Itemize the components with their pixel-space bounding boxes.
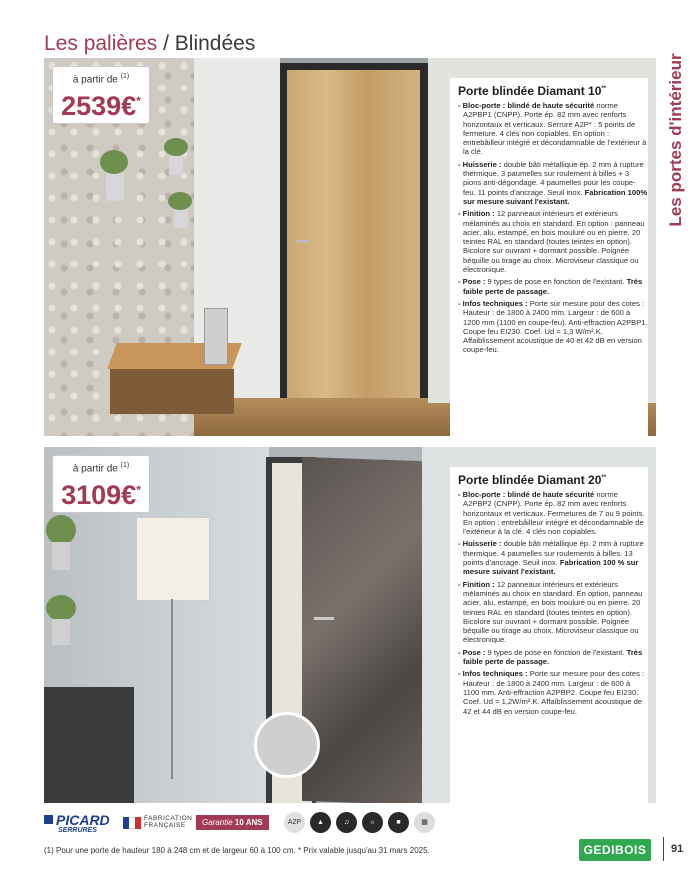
page-number: 91 [671,843,684,855]
from-label: à partir de [72,463,118,475]
side-title-text: Les portes d'intérieur [666,53,685,227]
price-mark: * [136,94,141,109]
wooden-door [287,70,420,418]
from-note: (1) [120,73,130,80]
product-photo-1 [44,58,656,436]
spec-panel [450,467,648,803]
plant-pot [169,153,183,175]
plant-pot [106,173,124,201]
price-value: 3109€ [61,480,137,511]
bench-legs [110,369,234,414]
spec-item: - Bloc-porte : blindé de haute sécurité norme A2PBP1 (CNPP). Porte ép. 82 mm avec renforts horizontaux et verticaux. Serrure A2P* : 5 points de fermeture. 4 clés non copiables. En option : entrebâilleur intégré et décondamnable de l'extérieur à la clé. [458,101,647,157]
price-badge [52,455,150,513]
spec-item: - Finition : 12 panneaux intérieurs et extérieurs mélaminés au choix en standard. En option, panneau acier, alu, estampé, en bois mouluré ou en pierre. 20 teintes RAL en standard (toutes teintes en option). Bicolore sur ouvrant + dormant possible. Poignée béquille ou tirage au choix. Microviseur classique ou électronique. [458,579,643,645]
price-mark: * [136,483,141,498]
door-handle [314,617,334,620]
spec-item: - Infos techniques : Porte sur mesure pour des cotes : Hauteur : de 1800 à 2400 mm. Largeur : de 600 à 1100 mm. Anti-effraction A2PBP2. Coupe feu EI230. Coef. Ud = 1,2W/m².K. Affaiblissement acoustique de 42 et 44 dB en version coupe-feu. [458,669,645,716]
footnote: (1) Pour une porte de hauteur 180 à 248 cm et de largeur 60 à 100 cm. * Prix valable jusqu'au 31 mars 2025. [44,846,430,855]
from-label: à partir de [72,74,118,86]
from-note: (1) [120,462,130,469]
plant-leaves [46,595,76,621]
sofa [44,687,134,803]
floor-lamp [136,517,210,601]
spec-item: - Pose : 9 types de pose en fonction de l'existant. Très faible perte de passage. [458,277,643,296]
spec-item: - Pose : 9 types de pose en fonction de l'existant. Très faible perte de passage. [458,647,643,667]
title-main: Les palières [44,32,158,55]
lock-detail [254,712,320,778]
sound-icon: ♫ [336,812,357,833]
plant-leaves [100,150,128,174]
spec-panel [450,78,648,436]
plant-leaves [168,192,192,210]
lamp-stand [171,599,173,779]
plant-pot [52,619,70,645]
plant-leaves [46,515,76,545]
gedibois-logo: GEDIBOIS [579,839,651,861]
spec-item: - Finition : 12 panneaux intérieurs et extérieurs mélaminés au choix en standard. En option : panneau acier, alu, estampé, en bois mouluré ou en pierre. 20 teintes RAL en standard (toutes teintes en option). Bicolore sur ouvrant + dormant possible. Poignée béquille ou tirage au choix. Microviseur classique ou électronique. [458,209,645,275]
fire-icon: ▲ [310,812,331,833]
certification-logos [44,812,444,838]
plant-pot [52,542,70,570]
french-flag-icon [123,817,141,829]
title-sep: / [163,32,169,55]
spec-item: - Infos techniques : Porte sur mesure pour des cotes : Hauteur : de 1800 à 2400 mm. Largeur : de 600 à 1200 mm (1100 en coupe-feu). Anti-effraction A2PBP1. Coupe feu EI230. Coef. Ud = 1,3 W/m².K. Affaiblissement acoustique de 40 et 42 dB en version coupe-feu. [458,298,648,355]
price-value: 2539€ [61,91,137,122]
picard-logo: PICARD [44,812,110,828]
concrete-door [302,457,422,803]
title-sub: Blindées [174,32,256,55]
plant-leaves [164,138,188,156]
serrures-label: SERRURES [58,827,97,834]
product-name: Porte blindée Diamant 20** [458,473,607,487]
shield-icon: A2P [284,812,305,833]
page-divider [663,837,664,861]
price-badge [52,66,150,124]
side-title [662,20,690,260]
spec-item: - Bloc-porte : blindé de haute sécurité norme A2PBP2 (CNPP). Porte ép. 82 mm avec renforts horizontaux et verticaux. Fermetures de 7 ou 9 points. En option : entrebâilleur intégré et décondamnable de l'extérieur à la clé. 4 clés non copiables. [458,490,645,537]
page-title [44,31,255,57]
guarantee-badge: Garantie 10 ANS [196,815,269,830]
product-name: Porte blindée Diamant 10** [458,84,607,98]
made-in-france-label: FABRICATION FRANÇAISE [144,815,193,829]
product-photo-2 [44,447,656,803]
spec-item: - Huisserie : double bâti métallique ép. 2 mm à rupture thermique. 3 paumelles sur roulement à billes + 3 pions anti-dégondage. 4 paumelles pour les coupe-feu. 11 points d'ancrage. Seuil inox. Fabrication 100% sur mesure suivant l'existant. [458,159,648,206]
umbrella-stand [204,308,228,365]
lock-icon: ■ [388,812,409,833]
door-handle [296,240,310,243]
door-icon: ▦ [414,812,435,833]
spec-item: - Huisserie : double bâti métallique ép. 2 mm à rupture thermique. 4 paumelles sur roulements à billes. 13 points d'ancrage. Seuil inox. Fabrication 100 % sur mesure suivant l'existant. [458,539,644,577]
thermal-icon: ☼ [362,812,383,833]
